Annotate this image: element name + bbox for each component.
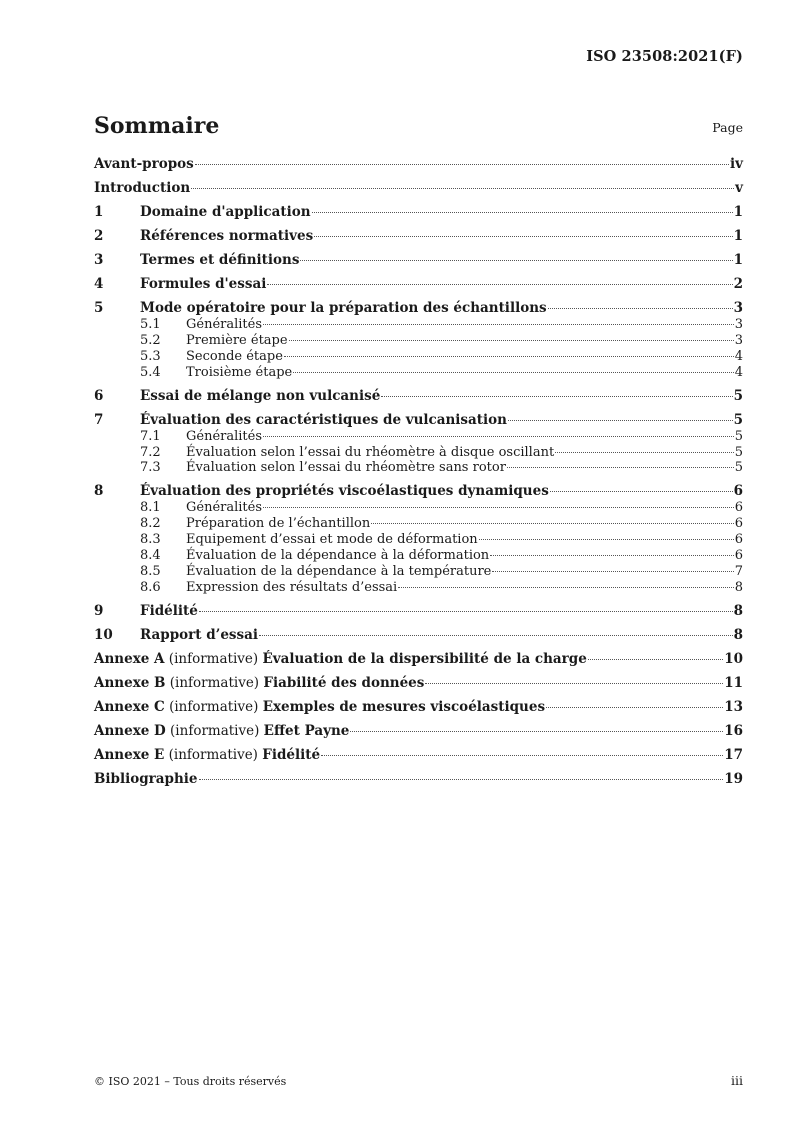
toc-entry[interactable] [94, 699, 743, 716]
toc-entry-page: 6 [734, 548, 743, 564]
dot-leader [289, 340, 734, 341]
toc-entry-label: Domaine d'application [140, 204, 311, 220]
dot-leader [199, 779, 724, 780]
toc-entry-label: Avant-propos [94, 156, 194, 172]
toc-entry-label: Rapport d’essai [140, 626, 259, 643]
dot-leader [507, 467, 734, 468]
dot-leader [546, 707, 723, 708]
toc-entry[interactable] [94, 500, 743, 516]
dot-leader [300, 260, 732, 261]
annex-id: Annexe A [94, 650, 165, 667]
toc-entry[interactable] [94, 317, 743, 333]
dot-leader [259, 635, 733, 636]
toc-entry-label: Généralités [186, 428, 263, 444]
annex-title: Fiabilité des données [263, 674, 425, 691]
toc-entry-page: 6 [733, 483, 743, 500]
toc-entry-label: Equipement d’essai et mode de déformation [186, 532, 478, 548]
dot-leader [381, 396, 732, 397]
toc-entry-label: Évaluation des caractéristiques de vulcanisation [140, 411, 507, 428]
dot-leader [191, 188, 734, 189]
toc-entry-label: Bibliographie [94, 770, 198, 787]
toc-entry-number: 7 [94, 411, 104, 428]
toc-entry[interactable] [94, 483, 743, 500]
annex-id: Annexe E [94, 746, 165, 763]
dot-leader [350, 731, 723, 732]
dot-leader [508, 420, 733, 421]
toc-entry-number: 7.3 [140, 460, 161, 476]
dot-leader [371, 523, 734, 524]
toc-entry-page: 19 [724, 770, 743, 787]
toc-entry-page: 10 [724, 650, 743, 667]
toc-entry-label: Évaluation selon l’essai du rhéomètre à disque oscillant [186, 444, 555, 460]
toc-entry-label: Termes et définitions [140, 252, 300, 268]
dot-leader [263, 436, 734, 437]
annex-type-note: (informative) [164, 746, 263, 763]
toc-entry-number: 7.2 [140, 444, 161, 460]
toc-entry-number: 2 [94, 228, 104, 244]
toc-entry-page: 7 [734, 563, 743, 579]
toc-entry-label [94, 747, 320, 764]
page-column-label: Page [712, 120, 743, 135]
toc-entry[interactable] [94, 603, 743, 620]
toc-entry-number: 4 [94, 276, 104, 292]
toc-entry-label: Seconde étape [186, 348, 283, 364]
toc-entry-page: 1 [733, 228, 743, 244]
toc-entry-number: 9 [94, 602, 104, 619]
dot-leader [588, 659, 723, 660]
toc-entry-label: Formules d'essai [140, 276, 267, 292]
toc-entry-label: Première étape [186, 332, 288, 348]
annex-id: Annexe B [94, 674, 166, 691]
dot-leader [312, 212, 733, 213]
toc-entry[interactable] [94, 627, 743, 644]
toc-entry-number: 10 [94, 626, 113, 643]
toc-entry-page: 1 [733, 204, 743, 220]
toc-entry-label: Expression des résultats d’essai [186, 579, 398, 595]
toc-entry-label: Évaluation de la dépendance à la déformation [186, 548, 490, 564]
toc-entry-label [94, 699, 545, 716]
toc-entry[interactable] [94, 252, 743, 269]
toc-entry-page: 1 [733, 252, 743, 268]
toc-entry[interactable] [94, 532, 743, 548]
dot-leader [284, 356, 734, 357]
toc-entry-number: 8 [94, 483, 104, 500]
toc-entry-number: 8.6 [140, 579, 161, 595]
toc-entry[interactable] [94, 651, 743, 668]
annex-type-note: (informative) [164, 650, 263, 667]
annex-title: Évaluation de la dispersibilité de la charge [262, 650, 587, 667]
toc-entry-label: Généralités [186, 317, 263, 332]
toc-entry-label: Mode opératoire pour la préparation des échantillons [140, 300, 547, 316]
toc-entry-page: 17 [724, 746, 743, 763]
toc-entry-number: 5.1 [140, 317, 161, 332]
annex-title: Fidélité [262, 746, 321, 763]
toc-entry-number: 8.4 [140, 548, 161, 564]
toc-entry-label [94, 723, 349, 740]
annex-type-note: (informative) [164, 698, 263, 715]
toc-entry-label: Évaluation de la dépendance à la température [186, 563, 492, 579]
annex-id: Annexe C [94, 698, 165, 715]
toc-entry[interactable] [94, 429, 743, 445]
toc-entry[interactable] [94, 156, 743, 173]
dot-leader [199, 611, 733, 612]
toc-entry-label: Introduction [94, 180, 191, 196]
page-number: iii [731, 1073, 743, 1088]
toc-entry-label [94, 651, 587, 668]
toc-entry[interactable] [94, 445, 743, 461]
dot-leader [263, 507, 734, 508]
dot-leader [195, 164, 729, 165]
dot-leader [314, 236, 732, 237]
toc-entry-label: Références normatives [140, 228, 314, 244]
toc-entry[interactable] [94, 675, 743, 692]
toc-entry-page: 3 [734, 317, 743, 332]
toc-entry-label: Fidélité [140, 602, 198, 619]
toc-entry-page: 5 [733, 411, 743, 428]
toc-entry[interactable] [94, 460, 743, 476]
dot-leader [425, 683, 723, 684]
dot-leader [293, 372, 733, 373]
toc-entry-number: 1 [94, 204, 104, 220]
toc-entry-page: 5 [733, 387, 743, 404]
annex-type-note: (informative) [165, 722, 264, 739]
toc-entry[interactable] [94, 180, 743, 197]
toc-entry[interactable] [94, 276, 743, 293]
toc-entry-page: 6 [734, 500, 743, 516]
toc-title: Sommaire [94, 113, 220, 139]
toc-entry-page: 8 [733, 602, 743, 619]
toc-entry-label: Évaluation selon l’essai du rhéomètre sans rotor [186, 460, 506, 476]
dot-leader [548, 308, 733, 309]
dot-leader [555, 452, 734, 453]
toc-entry-page: iv [730, 156, 743, 172]
annex-title: Exemples de mesures viscoélastiques [262, 698, 546, 715]
copyright-notice: © ISO 2021 – Tous droits réservés [94, 1075, 287, 1088]
dot-leader [550, 491, 733, 492]
toc-entry[interactable] [94, 365, 743, 381]
toc-entry-page: 8 [733, 626, 743, 643]
annex-id: Annexe D [94, 722, 166, 739]
toc-entry[interactable] [94, 300, 743, 317]
dot-leader [398, 587, 734, 588]
toc-entry-label [94, 675, 424, 692]
toc-entry-label: Évaluation des propriétés viscoélastiques dynamiques [140, 483, 549, 500]
toc-entry[interactable] [94, 548, 743, 564]
toc-entry[interactable] [94, 333, 743, 349]
toc-entry-number: 6 [94, 387, 104, 404]
dot-leader [490, 555, 734, 556]
toc-entry[interactable] [94, 771, 743, 788]
toc-entry-page: 5 [734, 460, 743, 476]
toc-entry-page: 2 [733, 276, 743, 292]
toc-entry-number: 8.3 [140, 532, 161, 548]
toc-entry-page: 4 [734, 364, 743, 380]
dot-leader [263, 324, 734, 325]
toc-entry[interactable] [94, 580, 743, 596]
toc-entry-page: 5 [734, 444, 743, 460]
toc-entry[interactable] [94, 388, 743, 405]
toc-entry[interactable] [94, 747, 743, 764]
toc-entry-page: 16 [724, 722, 743, 739]
toc-entry-label: Essai de mélange non vulcanisé [140, 387, 381, 404]
toc-entry-page: 5 [734, 428, 743, 444]
toc-entry-number: 8.5 [140, 563, 161, 579]
toc-entry-number: 5.3 [140, 348, 161, 364]
document-id: ISO 23508:2021(F) [586, 48, 743, 65]
toc-entry-page: 3 [733, 300, 743, 316]
toc-entry-number: 5 [94, 300, 104, 316]
dot-leader [321, 755, 723, 756]
annex-type-note: (informative) [165, 674, 264, 691]
toc-entry-number: 5.4 [140, 364, 161, 380]
table-of-contents [94, 156, 743, 788]
toc-entry-page: 8 [734, 579, 743, 595]
dot-leader [479, 539, 734, 540]
toc-entry-label: Troisième étape [186, 364, 293, 380]
toc-entry-number: 3 [94, 252, 104, 268]
toc-entry-page: 6 [734, 532, 743, 548]
toc-entry-number: 5.2 [140, 332, 161, 348]
toc-entry[interactable] [94, 564, 743, 580]
toc-entry-page: v [735, 180, 743, 196]
toc-entry[interactable] [94, 349, 743, 365]
toc-entry[interactable] [94, 723, 743, 740]
toc-entry-label: Généralités [186, 500, 263, 516]
annex-title: Effet Payne [263, 722, 350, 739]
toc-entry[interactable] [94, 228, 743, 245]
toc-entry[interactable] [94, 516, 743, 532]
toc-entry[interactable] [94, 204, 743, 221]
toc-entry-page: 4 [734, 348, 743, 364]
toc-entry[interactable] [94, 412, 743, 429]
toc-entry-number: 7.1 [140, 428, 161, 444]
toc-entry-number: 8.2 [140, 516, 161, 532]
toc-entry-page: 3 [734, 332, 743, 348]
dot-leader [492, 571, 733, 572]
toc-entry-page: 6 [734, 516, 743, 532]
toc-entry-label: Préparation de l’échantillon [186, 516, 371, 532]
toc-entry-page: 13 [724, 698, 743, 715]
toc-entry-page: 11 [724, 674, 743, 691]
dot-leader [267, 284, 732, 285]
toc-entry-number: 8.1 [140, 500, 161, 516]
